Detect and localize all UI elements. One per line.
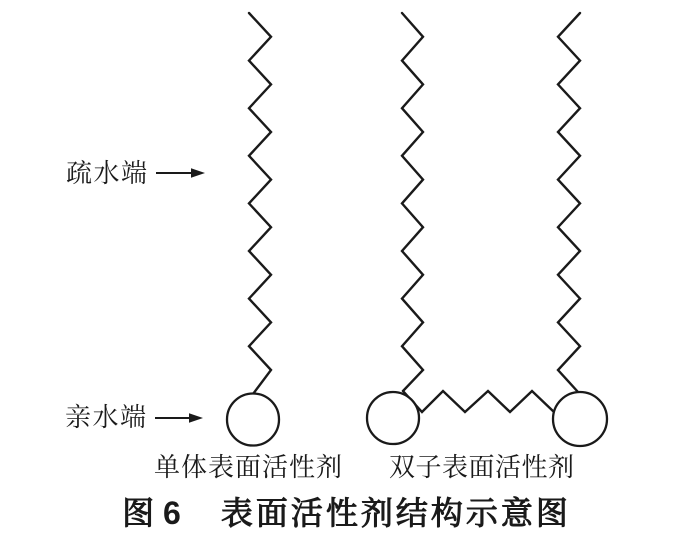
gemini-surfactant-label: 双子表面活性剂 [389,453,575,482]
monomer-surfactant-label: 单体表面活性剂 [154,453,344,482]
hydrophilic-end-label: 亲水端 [65,403,148,432]
figure-caption-title: 表面活性剂结构示意图 [220,495,571,531]
hydrophobic-arrow-icon [156,168,205,177]
gemini-left-tail-zigzag [402,13,423,391]
figure-caption [0,496,693,531]
hydrophilic-arrow-icon [155,413,203,422]
gemini-right-head-circle [553,392,607,446]
gemini-spacer-zigzag [403,391,554,412]
monomer-head-circle [227,394,279,446]
monomer-tail-zigzag [249,13,271,394]
figure-caption-number: 图 6 [122,495,181,531]
gemini-left-head-circle [367,392,419,444]
hydrophobic-end-label: 疏水端 [66,159,149,188]
gemini-right-tail-zigzag [558,13,580,392]
